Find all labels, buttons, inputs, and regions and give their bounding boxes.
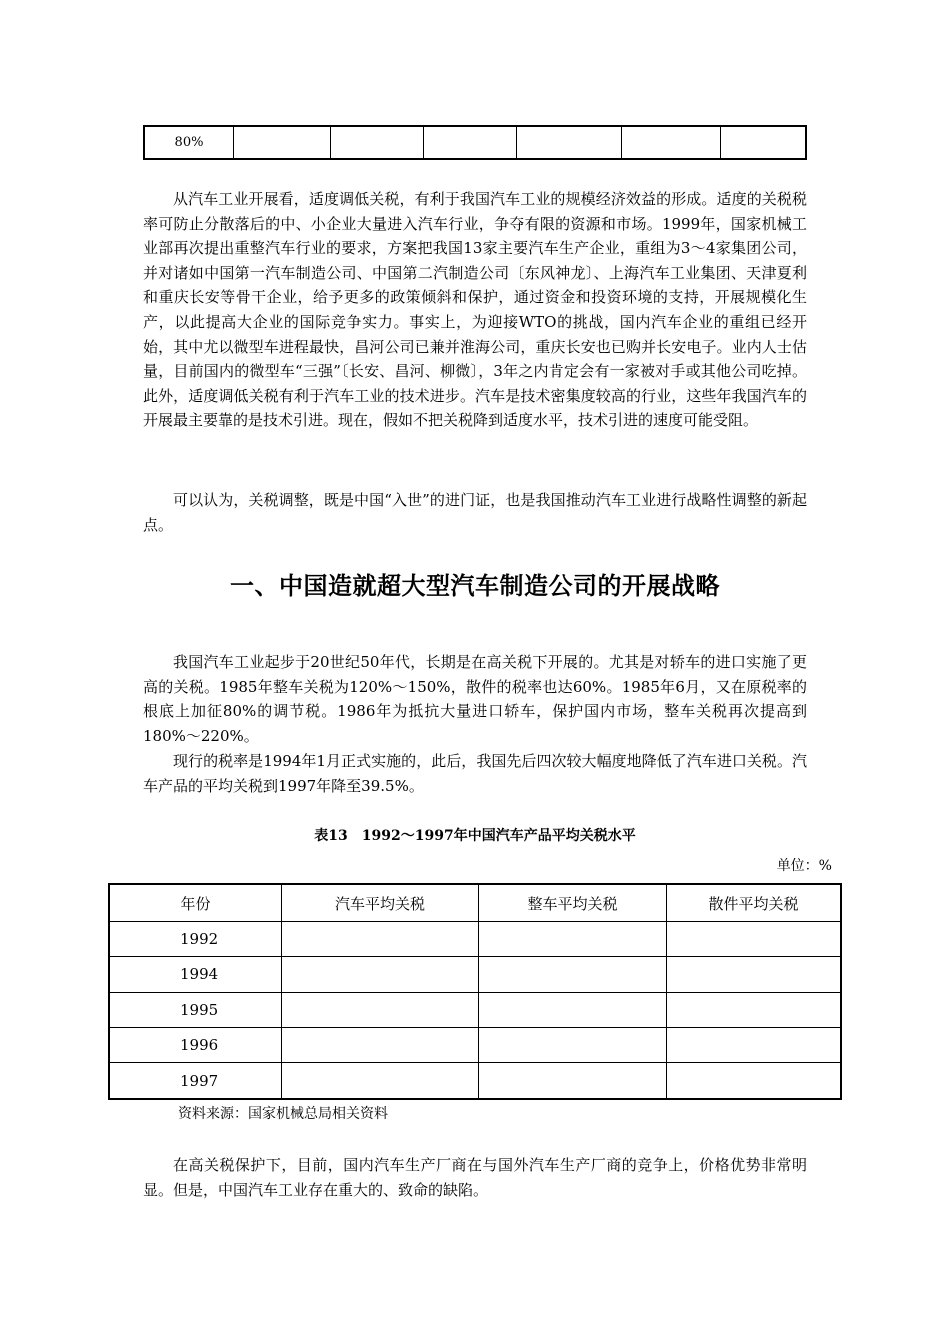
closing-paragraph: 在高关税保护下，目前，国内汽车生产厂商在与国外汽车生产厂商的竞争上，价格优势非常明显。但是，中国汽车工业存在重大的、致命的缺陷。 (143, 1156, 807, 1199)
table-cell (479, 1027, 667, 1062)
table-cell (331, 126, 424, 159)
table-cell (721, 126, 807, 159)
table-row (109, 1063, 841, 1099)
table-row (109, 922, 841, 957)
year-cell: 1994 (109, 957, 282, 992)
table-header-row (109, 884, 841, 922)
section-heading: 一、中国造就超大型汽车制造公司的开展战略 (230, 571, 720, 600)
table-unit: 单位：% (776, 858, 832, 874)
table-cell (479, 992, 667, 1027)
table-cell (424, 126, 517, 159)
section-paragraph: 现行的税率是1994年1月正式实施的，此后，我国先后四次较大幅度地降低了汽车进口关税。汽车产品的平均关税到1997年降至39.5%。 (143, 752, 807, 795)
table-row (109, 992, 841, 1027)
table-cell (282, 957, 479, 992)
table-cell (667, 1063, 842, 1099)
header-parts-avg: 散件平均关税 (667, 884, 842, 922)
previous-table-fragment (143, 125, 807, 160)
table-cell (479, 1063, 667, 1099)
header-year: 年份 (109, 884, 282, 922)
year-cell: 1995 (109, 992, 282, 1027)
table-row (109, 1027, 841, 1062)
table-cell (517, 126, 622, 159)
tariff-table (108, 883, 842, 1100)
year-cell: 1992 (109, 922, 282, 957)
table-cell (282, 992, 479, 1027)
table-cell: 80% (144, 126, 234, 159)
table-cell (282, 922, 479, 957)
header-vehicle-avg: 整车平均关税 (479, 884, 667, 922)
table-row (144, 126, 806, 159)
section-paragraph: 我国汽车工业起步于20世纪50年代，长期是在高关税下开展的。尤其是对轿车的进口实施了更高的关税。1985年整车关税为120%～150%，散件的税率也达60%。1985年6月，又在原税率的根底上加征80%的调节税。1986年为抵抗大量进口轿车，保护国内市场，整车关税再次提高到180%～220%。 (143, 653, 807, 745)
header-auto-avg: 汽车平均关税 (282, 884, 479, 922)
table-cell (282, 1063, 479, 1099)
table-cell (479, 957, 667, 992)
table-cell (234, 126, 331, 159)
table-cell (667, 992, 842, 1027)
table-source: 资料来源：国家机械总局相关资料 (178, 1106, 388, 1122)
intro-paragraph: 从汽车工业开展看，适度调低关税，有利于我国汽车工业的规模经济效益的形成。适度的关税税率可防止分散落后的中、小企业大量进入汽车行业，争夺有限的资源和市场。1999年，国家机械工业部再次提出重整汽车行业的要求，方案把我国13家主要汽车生产企业，重组为3～4家集团公司，并对诸如中国第一汽车制造公司、中国第二汽制造公司〔东风神龙〕、上海汽车工业集团、天津夏利和重庆长安等骨干企业，给予更多的政策倾斜和保护，通过资金和投资环境的支持，开展规模化生产，以此提高大企业的国际竞争实力。事实上，为迎接WTO的挑战，国内汽车企业的重组已经开始，其中尤以微型车进程最快，昌河公司已兼并淮海公司，重庆长安也已购并长安电子。业内人士估量，目前国内的微型车“三强”〔长安、昌河、柳微〕，3年之内肯定会有一家被对手或其他公司吃掉。此外，适度调低关税有利于汽车工业的技术进步。汽车是技术密集度较高的行业，这些年我国汽车的开展最主要靠的是技术引进。现在，假如不把关税降到适度水平，技术引进的速度可能受阻。 (143, 190, 807, 430)
table-cell (667, 1027, 842, 1062)
table-cell (667, 957, 842, 992)
table-cell (667, 922, 842, 957)
table-cell (282, 1027, 479, 1062)
year-cell: 1997 (109, 1063, 282, 1099)
table-row (109, 957, 841, 992)
intro-paragraph: 可以认为，关税调整，既是中国“入世”的进门证，也是我国推动汽车工业进行战略性调整的新起点。 (143, 491, 807, 534)
year-cell: 1996 (109, 1027, 282, 1062)
table-cell (479, 922, 667, 957)
table-cell (622, 126, 721, 159)
table-caption: 表13 1992～1997年中国汽车产品平均关税水平 (314, 828, 636, 844)
